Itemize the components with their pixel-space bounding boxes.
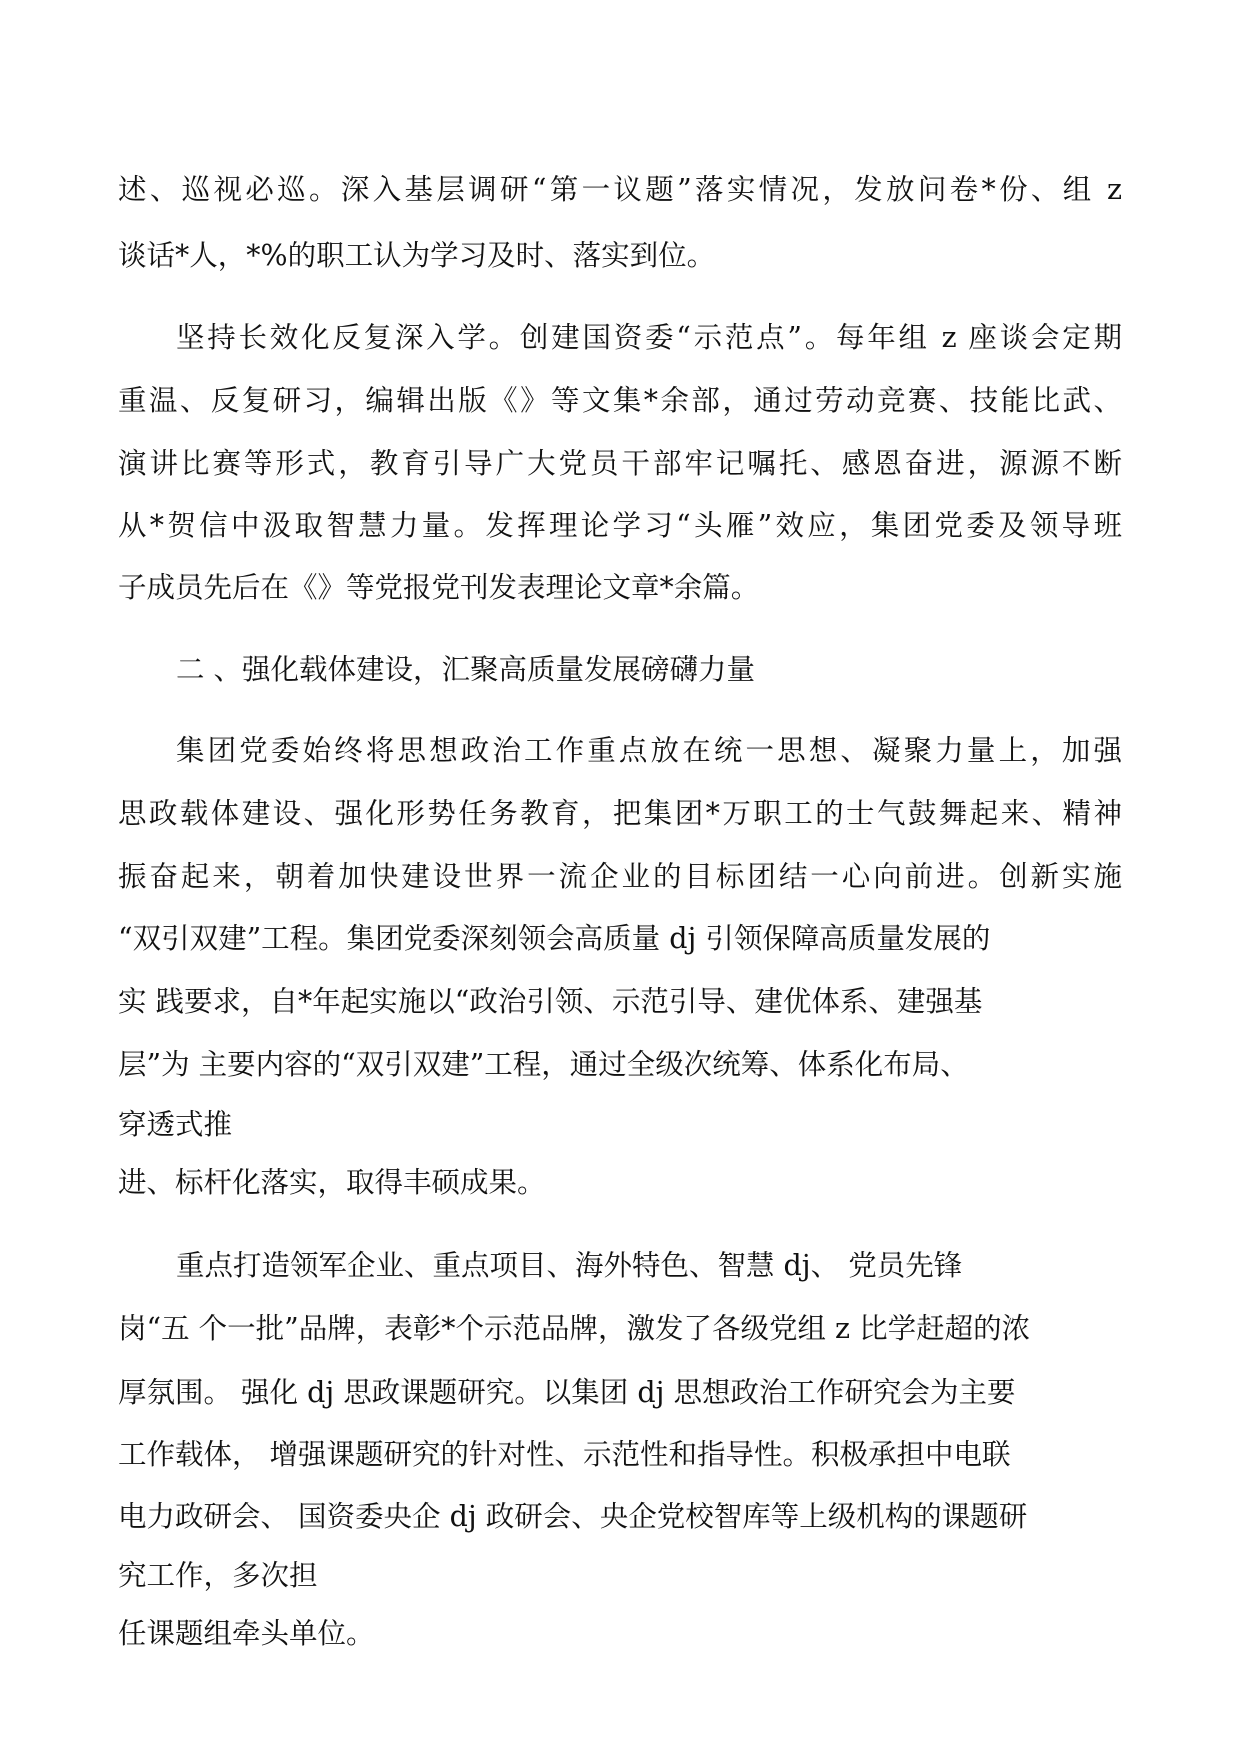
body-text-line: 实 践要求，自*年起实施以“政治引领、示范引导、建优体系、建强基: [118, 985, 983, 1018]
body-text-line: 工作载体， 增强课题研究的针对性、示范性和指导性。积极承担中电联: [118, 1438, 1011, 1471]
body-text-line: 层”为 主要内容的“双引双建”工程，通过全级次统筹、体系化布局、: [118, 1048, 969, 1081]
section-heading: 二 、强化载体建设，汇聚高质量发展磅礴力量: [176, 653, 756, 686]
body-text-line: 从*贺信中汲取智慧力量。发挥理论学习“头雁”效应，集团党委及领导班: [118, 509, 1122, 542]
body-text-line: “双引双建”工程。集团党委深刻领会高质量 dj 引领保障高质量发展的: [118, 922, 991, 955]
body-text-line: 子成员先后在《》等党报党刊发表理论文章*余篇。: [118, 571, 760, 604]
body-text-line: 究工作，多次担: [118, 1559, 318, 1592]
body-text-line: 电力政研会、 国资委央企 dj 政研会、央企党校智库等上级机构的课题研: [118, 1500, 1028, 1533]
body-text-line: 进、标杆化落实，取得丰硕成果。: [118, 1166, 546, 1199]
body-text-line: 任课题组牵头单位。: [118, 1617, 375, 1650]
body-text-line: 厚氛围。 强化 dj 思政课题研究。以集团 dj 思想政治工作研究会为主要: [118, 1376, 1016, 1409]
body-text-line: 坚持长效化反复深入学。创建国资委“示范点”。每年组 z 座谈会定期: [176, 321, 1122, 354]
body-text-line: 演讲比赛等形式，教育引导广大党员干部牢记嘱托、感恩奋进，源源不断: [118, 447, 1122, 480]
body-text-line: 集团党委始终将思想政治工作重点放在统一思想、凝聚力量上，加强: [176, 734, 1122, 767]
body-text-line: 振奋起来，朝着加快建设世界一流企业的目标团结一心向前进。创新实施: [118, 860, 1122, 893]
body-text-line: 谈话*人，*%的职工认为学习及时、落实到位。: [118, 239, 716, 272]
body-text-line: 岗“五 个一批”品牌，表彰*个示范品牌，激发了各级党组 z 比学赶超的浓: [118, 1312, 1031, 1345]
body-text-line: 重点打造领军企业、重点项目、海外特色、智慧 dj、 党员先锋: [176, 1249, 963, 1282]
body-text-line: 穿透式推: [118, 1108, 233, 1141]
body-text-line: 重温、反复研习，编辑出版《》等文集*余部，通过劳动竞赛、技能比武、: [118, 384, 1122, 417]
body-text-line: 思政载体建设、强化形势任务教育，把集团*万职工的士气鼓舞起来、精神: [118, 797, 1122, 830]
body-text-line: 述、巡视必巡。深入基层调研“第一议题”落实情况，发放问卷*份、组 z: [118, 173, 1122, 206]
